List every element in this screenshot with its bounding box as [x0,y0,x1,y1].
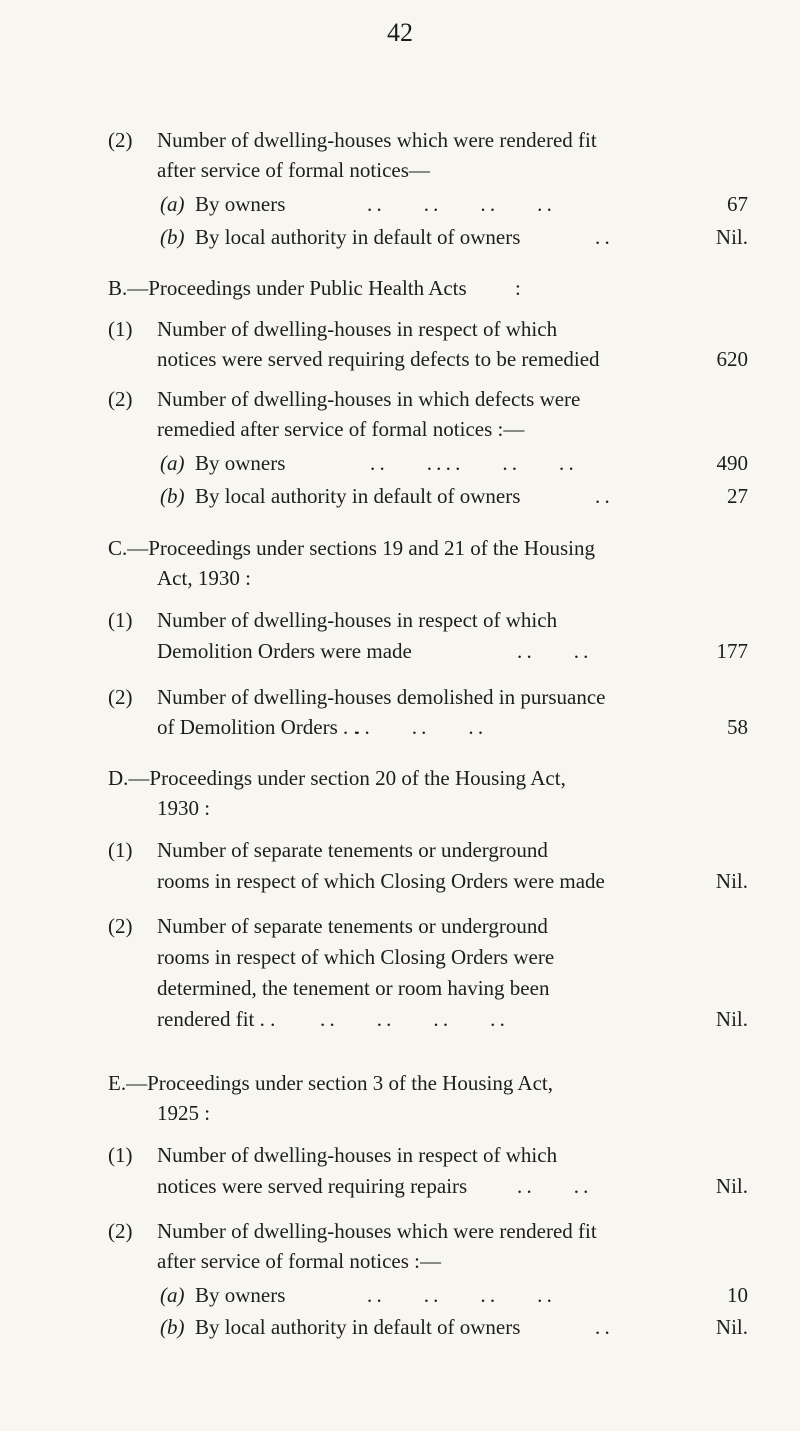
value: 67 [727,192,748,216]
value: 177 [716,639,748,663]
sub-label: (a) [160,192,185,216]
item-text-line: rooms in respect of which Closing Orders were made [157,869,605,893]
leader: . . . . [517,639,589,663]
value: 490 [716,451,748,475]
sub-text: By owners [195,1283,286,1307]
value: Nil. [715,1007,748,1031]
page-number: 42 [387,18,413,47]
leader: . . . . . . . . . . [370,451,574,475]
value: 58 [727,715,748,739]
item-text-line: Demolition Orders were made [157,639,412,663]
item-text-line: Number of dwelling-houses in respect of which [157,317,558,341]
value: Nil. [715,869,748,893]
item-text-line: determined, the tenement or room having been [157,976,550,1000]
section-heading-cont: 1930 : [157,796,211,820]
item-text-line: Number of separate tenements or underground [157,838,548,862]
value: 10 [727,1283,748,1307]
item-number: (1) [108,608,133,632]
item-text-line: after service of formal notices :— [157,1249,441,1273]
leader: . . . . . . [355,715,484,739]
item-text-line: remedied after service of formal notices :— [157,417,525,441]
item-number: (1) [108,1143,133,1167]
item-text-line: of Demolition Orders . . [157,715,359,739]
item-text-line: Number of separate tenements or underground [157,914,548,938]
leader: . . . . . . . . [367,192,552,216]
value: 27 [727,484,748,508]
value: Nil. [715,1315,748,1339]
item-number: (2) [108,387,133,411]
heading-colon: : [515,276,521,300]
item-number: (2) [108,914,133,938]
item-text-line: Number of dwelling-houses which were rendered fit [157,1219,597,1243]
sub-label: (b) [160,484,185,508]
value: Nil. [715,1174,748,1198]
sub-text: By local authority in default of owners [195,484,521,508]
item-text-line: Number of dwelling-houses which were rendered fit [157,128,597,152]
value: Nil. [715,225,748,249]
sub-text: By owners [195,192,286,216]
sub-text: By local authority in default of owners [195,225,521,249]
section-heading: E.—Proceedings under section 3 of the Housing Act, [108,1071,553,1095]
section-heading-cont: 1925 : [157,1101,211,1125]
leader: . . . . [517,1174,589,1198]
sub-label: (b) [160,1315,185,1339]
leader: . . [595,484,610,508]
section-heading: B.—Proceedings under Public Health Acts [108,276,467,300]
item-text-line: Number of dwelling-houses in respect of which [157,608,558,632]
item-text-line: notices were served requiring repairs [157,1174,468,1198]
sub-label: (b) [160,225,185,249]
section-heading: C.—Proceedings under sections 19 and 21 of the Housing [108,536,596,560]
item-number: (2) [108,1219,133,1243]
sub-label: (a) [160,451,185,475]
item-text-line: after service of formal notices— [157,158,430,182]
item-text-line: Number of dwelling-houses in which defects were [157,387,581,411]
leader: . . . . . . . . [367,1283,552,1307]
section-heading-cont: Act, 1930 : [157,566,251,590]
sub-label: (a) [160,1283,185,1307]
item-text-line: rooms in respect of which Closing Orders were [157,945,555,969]
item-number: (2) [108,685,133,709]
section-heading: D.—Proceedings under section 20 of the Housing Act, [108,766,566,790]
value: 620 [716,347,748,371]
item-text-line: rendered fit . . [157,1007,276,1031]
item-text-line: Number of dwelling-houses demolished in pursuance [157,685,606,709]
item-text-line: notices were served requiring defects to be remedied [157,347,600,371]
leader: . . . . . . . . [320,1007,505,1031]
leader: . . [595,225,610,249]
sub-text: By owners [195,451,286,475]
sub-text: By local authority in default of owners [195,1315,521,1339]
item-number: (2) [108,128,133,152]
item-number: (1) [108,838,133,862]
item-text-line: Number of dwelling-houses in respect of which [157,1143,558,1167]
item-number: (1) [108,317,133,341]
leader: . . [595,1315,610,1339]
